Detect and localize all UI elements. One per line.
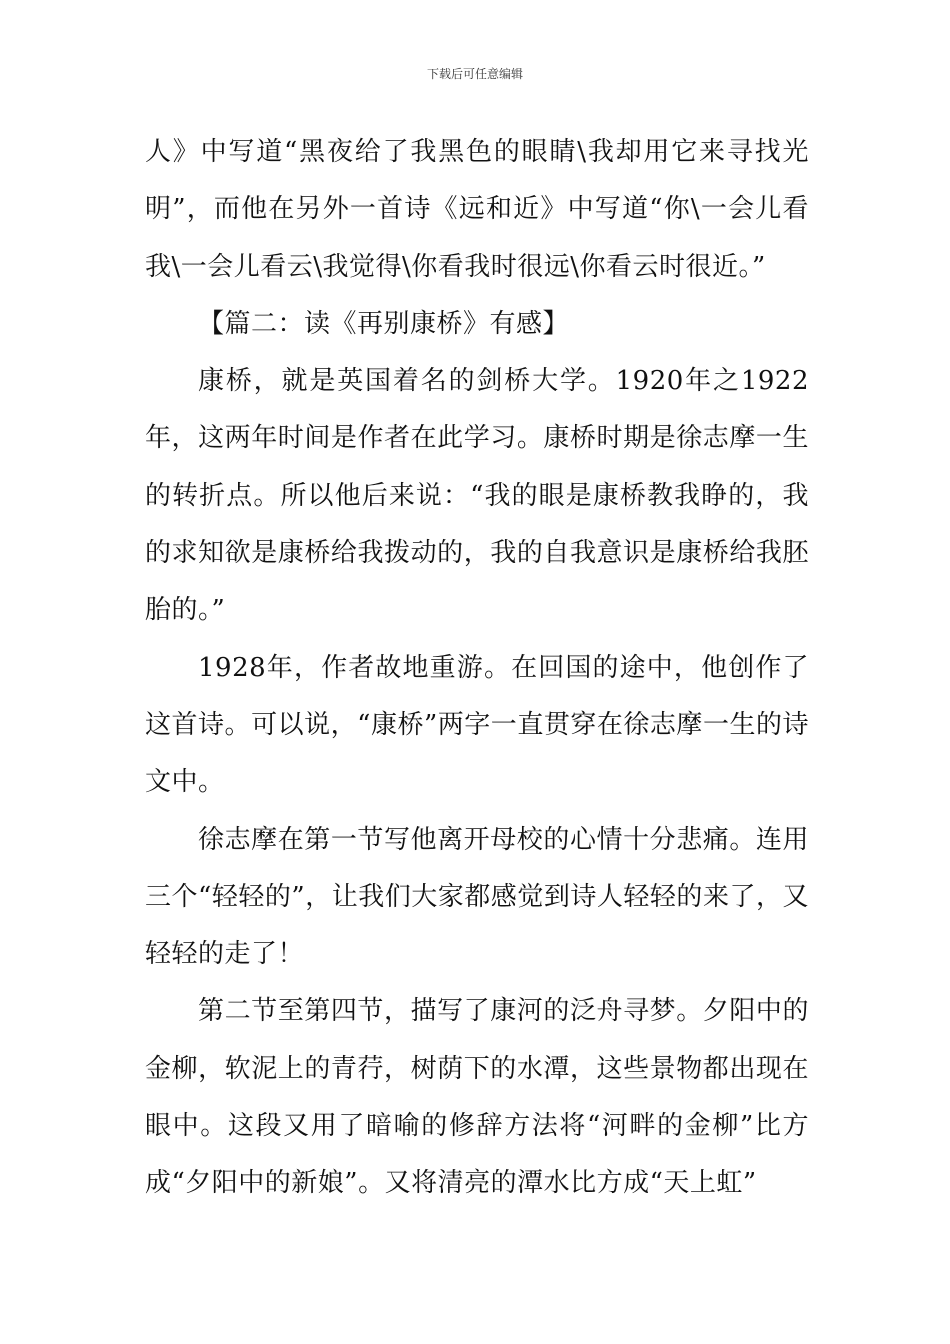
paragraph: 第二节至第四节，描写了康河的泛舟寻梦。夕阳中的金柳，软泥上的青荇，树荫下的水潭，这些景物都出现在眼中。这段又用了暗喻的修辞方法将“河畔的金柳”比方成“夕阳中的新娘”。又将清亮的潭水比方成“天上虹” bbox=[145, 996, 809, 1199]
paragraph: 1928年，作者故地重游。在回国的途中，他创作了这首诗。可以说，“康桥”两字一直贯穿在徐志摩一生的诗文中。 bbox=[145, 652, 809, 798]
paragraph: 康桥，就是英国着名的剑桥大学。1920年之1922年，这两年时间是作者在此学习。康桥时期是徐志摩一生的转折点。所以他后来说：“我的眼是康桥教我睁的，我的求知欲是康桥给我拨动的，我的自我意识是康桥给我胚胎的。” bbox=[145, 366, 809, 626]
paragraph-continuation: 人》中写道“黑夜给了我黑色的眼睛\我却用它来寻找光明”，而他在另外一首诗《远和近》中写道“你\一会儿看我\一会儿看云\我觉得\你看我时很远\你看云时很近。” bbox=[145, 137, 809, 282]
document-body bbox=[145, 124, 809, 1213]
paragraph: 徐志摩在第一节写他离开母校的心情十分悲痛。连用三个“轻轻的”，让我们大家都感觉到诗人轻轻的来了，又轻轻的走了！ bbox=[145, 824, 809, 970]
section-heading: 【篇二：读《再别康桥》有感】 bbox=[198, 308, 570, 339]
page-header: 下载后可任意编辑 bbox=[426, 67, 523, 81]
